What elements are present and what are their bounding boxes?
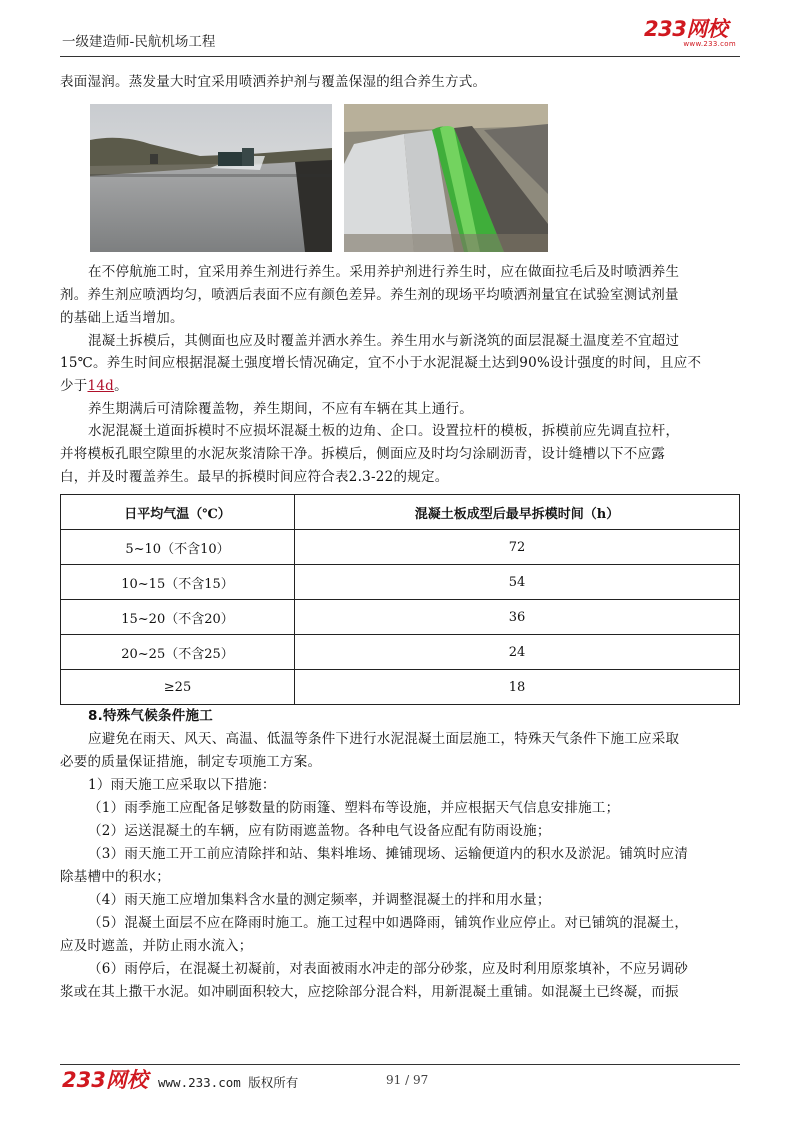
logo-url: www.233.com [683,40,736,48]
list-item: （1）雨季施工应配备足够数量的防雨篷、塑料布等设施，并应根据天气信息安排施工； [88,800,620,816]
section-intro-line1: 应避免在雨天、风天、高温、低温等条件下进行水泥混凝土面层施工，特殊天气条件下施工应采取 [88,731,680,747]
header-title: 一级建造师-民航机场工程 [62,34,216,50]
table-cell: 5~10（不含10） [61,530,295,565]
photo-curing-shed [344,104,548,252]
list-item: （4）雨天施工应增加集料含水量的测定频率，并调整混凝土的拌和用水量； [88,892,551,908]
table-cell: ≥25 [61,670,295,705]
paragraph-form-removal-line1: 混凝土拆模后，其侧面也应及时覆盖并洒水养生。养生用水与新浇筑的面层混凝土温度差不宜超过 [88,333,680,349]
list-item-continued: 浆或在其上撒干水泥。如冲刷面积较大，应挖除部分混合料，用新混凝土重铺。如混凝土已终凝，而振 [60,984,679,1000]
table-row [61,670,740,705]
paragraph-formwork-line3: 白，并及时覆盖养生。最早的拆模时间应符合表2.3-22的规定。 [60,469,449,485]
table-cell: 15~20（不含20） [61,600,295,635]
paragraph-cover-removal: 养生期满后可清除覆盖物，养生期间，不应有车辆在其上通行。 [88,401,473,417]
logo-text: 233网校 [644,17,728,41]
table-cell: 24 [295,635,740,670]
footer-divider [60,1064,740,1065]
paragraph-intro: 表面湿润。蒸发量大时宜采用喷洒养护剂与覆盖保湿的组合养生方式。 [60,74,487,90]
paragraph-formwork-line1: 水泥混凝土道面拆模时不应损坏混凝土板的边角、企口。设置拉杆的模板，拆模前应先调直拉杆， [88,423,680,439]
photo-curing-spray [90,104,332,252]
paragraph-formwork-line2: 并将模板孔眼空隙里的水泥灰浆清除干净。拆模后，侧面应及时均匀涂刷沥青，设计缝槽以下不应露 [60,446,665,462]
form-removal-table [60,494,740,705]
list-item: （2）运送混凝土的车辆，应有防雨遮盖物。各种电气设备应配有防雨设施； [88,823,551,839]
section-heading: 8.特殊气候条件施工 [88,708,214,724]
text-segment: 少于 [60,378,88,394]
table-header-row [61,495,740,530]
brand-logo[interactable] [644,18,736,52]
table-header-cell: 混凝土板成型后最早拆模时间（h） [295,495,740,530]
table-row [61,565,740,600]
page-number: 91 / 97 [386,1073,429,1087]
duration-link[interactable]: 14d [87,378,115,394]
paragraph-curing-agent-line3: 的基础上适当增加。 [60,310,184,326]
table-row [61,530,740,565]
table-cell: 36 [295,600,740,635]
table-row [61,600,740,635]
table-row [61,635,740,670]
footer-logo[interactable]: 233网校 [62,1068,148,1092]
table-header-cell: 日平均气温（℃） [61,495,295,530]
table-cell: 18 [295,670,740,705]
paragraph-form-removal-line3 [60,375,740,398]
header-divider [60,56,740,57]
paragraph-curing-agent-line1: 在不停航施工时，宜采用养生剂进行养生。采用养护剂进行养生时，应在做面拉毛后及时喷洒养生 [88,264,680,280]
text-segment: 。 [114,378,128,394]
rain-measures-heading: 1）雨天施工应采取以下措施： [88,777,276,793]
list-item: （6）雨停后，在混凝土初凝前，对表面被雨水冲走的部分砂浆，应及时利用原浆填补，不应另调砂 [88,961,689,977]
table-cell: 20~25（不含25） [61,635,295,670]
footer-copyright: www.233.com 版权所有 [158,1075,299,1090]
table-cell: 54 [295,565,740,600]
section-intro-line2: 必要的质量保证措施，制定专项施工方案。 [60,754,322,770]
list-item: （5）混凝土面层不应在降雨时施工。施工过程中如遇降雨，铺筑作业应停止。对已铺筑的混凝土， [88,915,689,931]
paragraph-form-removal-line2: 15℃。养生时间应根据混凝土强度增长情况确定，宜不小于水泥混凝土达到90%设计强度的时间，且应不 [60,355,702,371]
list-item: （3）雨天施工开工前应清除拌和站、集料堆场、摊铺现场、运输便道内的积水及淤泥。铺筑时应清 [88,846,689,862]
list-item-continued: 除基槽中的积水； [60,869,170,885]
table-cell: 72 [295,530,740,565]
paragraph-curing-agent-line2: 剂。养生剂应喷洒均匀，喷洒后表面不应有颜色差异。养生剂的现场平均喷洒剂量宜在试验室测试剂量 [60,287,679,303]
table-cell: 10~15（不含15） [61,565,295,600]
list-item-continued: 应及时遮盖，并防止雨水流入； [60,938,253,954]
